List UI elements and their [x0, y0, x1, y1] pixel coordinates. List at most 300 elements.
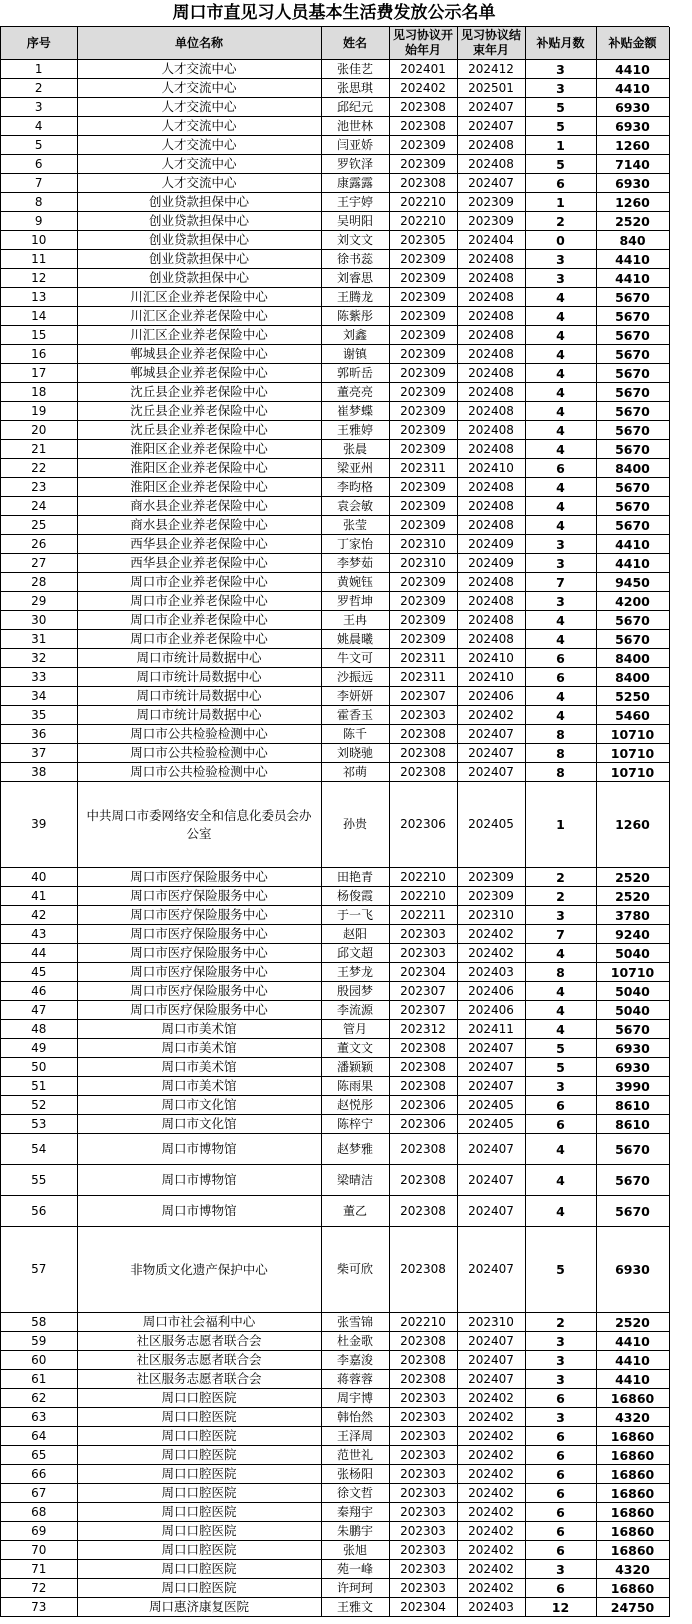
cell-months: 6 — [525, 1389, 596, 1408]
cell-months: 7 — [525, 925, 596, 944]
cell-months: 4 — [525, 326, 596, 345]
cell-name: 李梦茹 — [321, 554, 389, 573]
cell-start: 202308 — [389, 1039, 457, 1058]
cell-end: 202408 — [457, 155, 525, 174]
cell-seq: 72 — [1, 1579, 77, 1598]
cell-seq: 32 — [1, 649, 77, 668]
cell-months: 3 — [525, 250, 596, 269]
cell-months: 5 — [525, 98, 596, 117]
cell-seq: 49 — [1, 1039, 77, 1058]
cell-start: 202304 — [389, 1598, 457, 1617]
cell-start: 202311 — [389, 459, 457, 478]
cell-months: 8 — [525, 725, 596, 744]
cell-end: 202408 — [457, 326, 525, 345]
cell-unit: 淮阳区企业养老保险中心 — [77, 440, 321, 459]
cell-name: 崔梦蝶 — [321, 402, 389, 421]
cell-end: 202407 — [457, 174, 525, 193]
cell-start: 202311 — [389, 668, 457, 687]
cell-seq: 10 — [1, 231, 77, 250]
cell-unit: 周口市美术馆 — [77, 1058, 321, 1077]
cell-unit: 川汇区企业养老保险中心 — [77, 288, 321, 307]
cell-seq: 68 — [1, 1503, 77, 1522]
cell-months: 6 — [525, 174, 596, 193]
cell-amount: 5670 — [596, 1134, 669, 1165]
cell-seq: 24 — [1, 497, 77, 516]
table-row — [1, 554, 669, 573]
cell-seq: 41 — [1, 887, 77, 906]
cell-seq: 73 — [1, 1598, 77, 1617]
cell-end: 202408 — [457, 345, 525, 364]
cell-seq: 42 — [1, 906, 77, 925]
cell-amount: 5670 — [596, 630, 669, 649]
cell-seq: 61 — [1, 1370, 77, 1389]
cell-unit: 人才交流中心 — [77, 155, 321, 174]
cell-name: 王泽周 — [321, 1427, 389, 1446]
cell-months: 4 — [525, 1196, 596, 1227]
cell-name: 邱文超 — [321, 944, 389, 963]
table-row — [1, 1313, 669, 1332]
cell-name: 张佳艺 — [321, 60, 389, 79]
cell-unit: 商水县企业养老保险中心 — [77, 497, 321, 516]
header-amount: 补贴金额 — [596, 27, 669, 60]
cell-unit: 沈丘县企业养老保险中心 — [77, 383, 321, 402]
cell-name: 孙贵 — [321, 782, 389, 868]
cell-end: 202407 — [457, 725, 525, 744]
cell-amount: 5250 — [596, 687, 669, 706]
cell-seq: 45 — [1, 963, 77, 982]
cell-months: 4 — [525, 478, 596, 497]
cell-end: 202409 — [457, 554, 525, 573]
cell-unit: 周口市企业养老保险中心 — [77, 611, 321, 630]
table-row — [1, 421, 669, 440]
cell-end: 202407 — [457, 1370, 525, 1389]
cell-months: 5 — [525, 1039, 596, 1058]
cell-start: 202309 — [389, 250, 457, 269]
cell-months: 1 — [525, 193, 596, 212]
header-name: 姓名 — [321, 27, 389, 60]
cell-unit: 社区服务志愿者联合会 — [77, 1332, 321, 1351]
cell-unit: 创业贷款担保中心 — [77, 231, 321, 250]
table-row — [1, 1465, 669, 1484]
cell-name: 徐文哲 — [321, 1484, 389, 1503]
cell-seq: 54 — [1, 1134, 77, 1165]
cell-months: 4 — [525, 288, 596, 307]
cell-months: 8 — [525, 963, 596, 982]
cell-start: 202309 — [389, 155, 457, 174]
cell-name: 赵悦彤 — [321, 1096, 389, 1115]
cell-unit: 周口市文化馆 — [77, 1115, 321, 1134]
cell-unit: 周口市医疗保险服务中心 — [77, 868, 321, 887]
cell-amount: 5040 — [596, 982, 669, 1001]
cell-seq: 62 — [1, 1389, 77, 1408]
cell-start: 202309 — [389, 440, 457, 459]
cell-start: 202210 — [389, 212, 457, 231]
table-row — [1, 1001, 669, 1020]
table-row — [1, 1598, 669, 1617]
cell-name: 闫亚娇 — [321, 136, 389, 155]
cell-name: 霍香玉 — [321, 706, 389, 725]
cell-end: 202402 — [457, 1484, 525, 1503]
table-row — [1, 782, 669, 868]
table-row — [1, 687, 669, 706]
cell-seq: 29 — [1, 592, 77, 611]
cell-start: 202310 — [389, 554, 457, 573]
cell-name: 韩怡然 — [321, 1408, 389, 1427]
cell-unit: 创业贷款担保中心 — [77, 250, 321, 269]
cell-amount: 3990 — [596, 1077, 669, 1096]
roster-table — [0, 26, 669, 1617]
cell-name: 陈雨果 — [321, 1077, 389, 1096]
cell-end: 202406 — [457, 982, 525, 1001]
cell-seq: 4 — [1, 117, 77, 136]
cell-name: 郭昕岳 — [321, 364, 389, 383]
cell-end: 202408 — [457, 421, 525, 440]
cell-end: 202405 — [457, 1115, 525, 1134]
cell-unit: 非物质文化遗产保护中心 — [77, 1227, 321, 1313]
cell-seq: 51 — [1, 1077, 77, 1096]
cell-name: 王腾龙 — [321, 288, 389, 307]
cell-start: 202303 — [389, 1427, 457, 1446]
cell-start: 202309 — [389, 364, 457, 383]
cell-seq: 13 — [1, 288, 77, 307]
cell-end: 202408 — [457, 440, 525, 459]
cell-months: 3 — [525, 1560, 596, 1579]
cell-months: 6 — [525, 1503, 596, 1522]
cell-end: 202407 — [457, 1134, 525, 1165]
cell-amount: 10710 — [596, 963, 669, 982]
cell-months: 3 — [525, 79, 596, 98]
cell-amount: 5670 — [596, 1165, 669, 1196]
cell-start: 202303 — [389, 1389, 457, 1408]
cell-unit: 郸城县企业养老保险中心 — [77, 364, 321, 383]
table-row — [1, 1077, 669, 1096]
cell-start: 202308 — [389, 763, 457, 782]
cell-name: 陈紫彤 — [321, 307, 389, 326]
cell-end: 202310 — [457, 1313, 525, 1332]
cell-amount: 4200 — [596, 592, 669, 611]
cell-unit: 周口口腔医院 — [77, 1465, 321, 1484]
cell-months: 4 — [525, 1134, 596, 1165]
cell-seq: 58 — [1, 1313, 77, 1332]
cell-end: 202410 — [457, 668, 525, 687]
cell-name: 范世礼 — [321, 1446, 389, 1465]
cell-start: 202401 — [389, 60, 457, 79]
cell-unit: 周口市统计局数据中心 — [77, 706, 321, 725]
table-row — [1, 383, 669, 402]
cell-seq: 60 — [1, 1351, 77, 1370]
cell-start: 202308 — [389, 1134, 457, 1165]
cell-name: 李流源 — [321, 1001, 389, 1020]
cell-amount: 16860 — [596, 1465, 669, 1484]
cell-months: 5 — [525, 1227, 596, 1313]
cell-unit: 周口市文化馆 — [77, 1096, 321, 1115]
cell-seq: 52 — [1, 1096, 77, 1115]
cell-unit: 周口口腔医院 — [77, 1446, 321, 1465]
table-row — [1, 706, 669, 725]
table-row — [1, 1039, 669, 1058]
cell-amount: 16860 — [596, 1579, 669, 1598]
cell-seq: 50 — [1, 1058, 77, 1077]
cell-start: 202309 — [389, 497, 457, 516]
cell-months: 4 — [525, 1001, 596, 1020]
table-row — [1, 1503, 669, 1522]
table-row — [1, 1427, 669, 1446]
table-row — [1, 288, 669, 307]
cell-unit: 周口市社会福利中心 — [77, 1313, 321, 1332]
cell-end: 202408 — [457, 516, 525, 535]
cell-months: 5 — [525, 155, 596, 174]
cell-seq: 71 — [1, 1560, 77, 1579]
cell-months: 3 — [525, 269, 596, 288]
cell-months: 3 — [525, 1370, 596, 1389]
cell-amount: 5670 — [596, 402, 669, 421]
table-row — [1, 906, 669, 925]
cell-unit: 周口市美术馆 — [77, 1020, 321, 1039]
table-row — [1, 1227, 669, 1313]
table-row — [1, 925, 669, 944]
cell-start: 202310 — [389, 535, 457, 554]
cell-months: 4 — [525, 687, 596, 706]
cell-amount: 4410 — [596, 250, 669, 269]
cell-end: 202407 — [457, 1227, 525, 1313]
cell-seq: 39 — [1, 782, 77, 868]
cell-start: 202309 — [389, 421, 457, 440]
cell-unit: 周口市美术馆 — [77, 1077, 321, 1096]
cell-unit: 人才交流中心 — [77, 136, 321, 155]
cell-months: 2 — [525, 212, 596, 231]
cell-seq: 57 — [1, 1227, 77, 1313]
cell-unit: 社区服务志愿者联合会 — [77, 1351, 321, 1370]
cell-start: 202303 — [389, 944, 457, 963]
cell-seq: 5 — [1, 136, 77, 155]
table-row — [1, 1541, 669, 1560]
cell-start: 202307 — [389, 982, 457, 1001]
cell-amount: 2520 — [596, 868, 669, 887]
cell-start: 202309 — [389, 326, 457, 345]
cell-amount: 5040 — [596, 1001, 669, 1020]
cell-seq: 23 — [1, 478, 77, 497]
cell-start: 202308 — [389, 1165, 457, 1196]
cell-name: 柴可欣 — [321, 1227, 389, 1313]
cell-seq: 15 — [1, 326, 77, 345]
cell-unit: 周口市企业养老保险中心 — [77, 592, 321, 611]
cell-name: 张旭 — [321, 1541, 389, 1560]
cell-end: 202412 — [457, 60, 525, 79]
cell-amount: 5670 — [596, 497, 669, 516]
cell-name: 牛文可 — [321, 649, 389, 668]
cell-start: 202303 — [389, 1446, 457, 1465]
cell-end: 202402 — [457, 1503, 525, 1522]
cell-unit: 周口口腔医院 — [77, 1484, 321, 1503]
cell-unit: 人才交流中心 — [77, 79, 321, 98]
cell-start: 202309 — [389, 269, 457, 288]
cell-amount: 2520 — [596, 1313, 669, 1332]
cell-end: 202408 — [457, 136, 525, 155]
cell-amount: 8610 — [596, 1115, 669, 1134]
cell-unit: 周口口腔医院 — [77, 1579, 321, 1598]
cell-start: 202306 — [389, 1115, 457, 1134]
cell-start: 202308 — [389, 1077, 457, 1096]
header-start: 见习协议开始年月 — [389, 27, 457, 60]
cell-months: 4 — [525, 421, 596, 440]
cell-seq: 55 — [1, 1165, 77, 1196]
page-title: 周口市直见习人员基本生活费发放公示名单 — [172, 3, 496, 23]
cell-end: 202310 — [457, 906, 525, 925]
cell-amount: 5670 — [596, 516, 669, 535]
table-row — [1, 1134, 669, 1165]
cell-amount: 5670 — [596, 478, 669, 497]
cell-end: 202402 — [457, 1541, 525, 1560]
cell-end: 202410 — [457, 649, 525, 668]
table-row — [1, 535, 669, 554]
cell-amount: 4410 — [596, 1351, 669, 1370]
cell-unit: 周口市企业养老保险中心 — [77, 573, 321, 592]
cell-months: 3 — [525, 906, 596, 925]
table-row — [1, 155, 669, 174]
table-row — [1, 1020, 669, 1039]
cell-months: 6 — [525, 1579, 596, 1598]
cell-unit: 周口口腔医院 — [77, 1408, 321, 1427]
cell-months: 4 — [525, 364, 596, 383]
header-months: 补贴月数 — [525, 27, 596, 60]
cell-amount: 5040 — [596, 944, 669, 963]
cell-start: 202309 — [389, 573, 457, 592]
cell-end: 202402 — [457, 1389, 525, 1408]
cell-amount: 8610 — [596, 1096, 669, 1115]
cell-start: 202210 — [389, 868, 457, 887]
cell-name: 张思琪 — [321, 79, 389, 98]
cell-months: 12 — [525, 1598, 596, 1617]
cell-start: 202303 — [389, 1484, 457, 1503]
cell-start: 202303 — [389, 1522, 457, 1541]
cell-name: 王梦龙 — [321, 963, 389, 982]
table-row — [1, 611, 669, 630]
cell-end: 202407 — [457, 1058, 525, 1077]
table-row — [1, 478, 669, 497]
cell-name: 蒋蓉蓉 — [321, 1370, 389, 1389]
cell-end: 202501 — [457, 79, 525, 98]
cell-months: 4 — [525, 383, 596, 402]
cell-end: 202404 — [457, 231, 525, 250]
cell-months: 6 — [525, 1115, 596, 1134]
cell-seq: 16 — [1, 345, 77, 364]
cell-months: 4 — [525, 497, 596, 516]
cell-name: 黄婉钰 — [321, 573, 389, 592]
cell-end: 202406 — [457, 1001, 525, 1020]
cell-start: 202308 — [389, 1196, 457, 1227]
cell-name: 李嘉浚 — [321, 1351, 389, 1370]
header-end: 见习协议结束年月 — [457, 27, 525, 60]
cell-seq: 22 — [1, 459, 77, 478]
cell-seq: 44 — [1, 944, 77, 963]
table-row — [1, 1579, 669, 1598]
cell-unit: 人才交流中心 — [77, 60, 321, 79]
cell-start: 202303 — [389, 925, 457, 944]
cell-amount: 4410 — [596, 1332, 669, 1351]
cell-amount: 3780 — [596, 906, 669, 925]
cell-seq: 17 — [1, 364, 77, 383]
cell-months: 1 — [525, 782, 596, 868]
cell-months: 6 — [525, 649, 596, 668]
cell-months: 6 — [525, 1484, 596, 1503]
cell-seq: 46 — [1, 982, 77, 1001]
cell-months: 4 — [525, 630, 596, 649]
cell-end: 202405 — [457, 1096, 525, 1115]
cell-months: 8 — [525, 763, 596, 782]
cell-months: 4 — [525, 516, 596, 535]
cell-unit: 周口口腔医院 — [77, 1503, 321, 1522]
cell-start: 202306 — [389, 782, 457, 868]
cell-end: 202408 — [457, 364, 525, 383]
cell-end: 202402 — [457, 706, 525, 725]
table-row — [1, 1058, 669, 1077]
cell-name: 王宇婷 — [321, 193, 389, 212]
cell-name: 董文文 — [321, 1039, 389, 1058]
table-row — [1, 1332, 669, 1351]
cell-name: 张莹 — [321, 516, 389, 535]
cell-seq: 33 — [1, 668, 77, 687]
cell-amount: 6930 — [596, 98, 669, 117]
cell-months: 4 — [525, 402, 596, 421]
cell-start: 202402 — [389, 79, 457, 98]
cell-unit: 周口口腔医院 — [77, 1427, 321, 1446]
cell-start: 202303 — [389, 1503, 457, 1522]
data-table — [1, 27, 670, 1617]
table-row — [1, 1389, 669, 1408]
cell-start: 202308 — [389, 1351, 457, 1370]
cell-amount: 7140 — [596, 155, 669, 174]
cell-start: 202308 — [389, 1370, 457, 1389]
cell-seq: 6 — [1, 155, 77, 174]
cell-end: 202408 — [457, 573, 525, 592]
cell-unit: 创业贷款担保中心 — [77, 269, 321, 288]
cell-months: 6 — [525, 1541, 596, 1560]
cell-end: 202309 — [457, 868, 525, 887]
cell-end: 202407 — [457, 744, 525, 763]
cell-end: 202402 — [457, 925, 525, 944]
cell-seq: 36 — [1, 725, 77, 744]
cell-months: 6 — [525, 1096, 596, 1115]
cell-name: 杨俊霞 — [321, 887, 389, 906]
cell-end: 202407 — [457, 1351, 525, 1370]
cell-seq: 43 — [1, 925, 77, 944]
cell-name: 李妍妍 — [321, 687, 389, 706]
cell-start: 202309 — [389, 288, 457, 307]
cell-amount: 5670 — [596, 440, 669, 459]
cell-unit: 周口市医疗保险服务中心 — [77, 944, 321, 963]
cell-seq: 7 — [1, 174, 77, 193]
table-row — [1, 1446, 669, 1465]
cell-seq: 28 — [1, 573, 77, 592]
cell-amount: 16860 — [596, 1503, 669, 1522]
table-row — [1, 174, 669, 193]
cell-seq: 69 — [1, 1522, 77, 1541]
cell-end: 202407 — [457, 1077, 525, 1096]
cell-name: 祁萌 — [321, 763, 389, 782]
cell-seq: 27 — [1, 554, 77, 573]
cell-months: 3 — [525, 1077, 596, 1096]
cell-unit: 西华县企业养老保险中心 — [77, 554, 321, 573]
cell-unit: 西华县企业养老保险中心 — [77, 535, 321, 554]
cell-unit: 周口市公共检验检测中心 — [77, 744, 321, 763]
cell-unit: 周口市医疗保险服务中心 — [77, 963, 321, 982]
cell-end: 202409 — [457, 535, 525, 554]
cell-months: 6 — [525, 668, 596, 687]
cell-amount: 4410 — [596, 60, 669, 79]
cell-start: 202303 — [389, 706, 457, 725]
cell-start: 202304 — [389, 963, 457, 982]
cell-months: 4 — [525, 345, 596, 364]
